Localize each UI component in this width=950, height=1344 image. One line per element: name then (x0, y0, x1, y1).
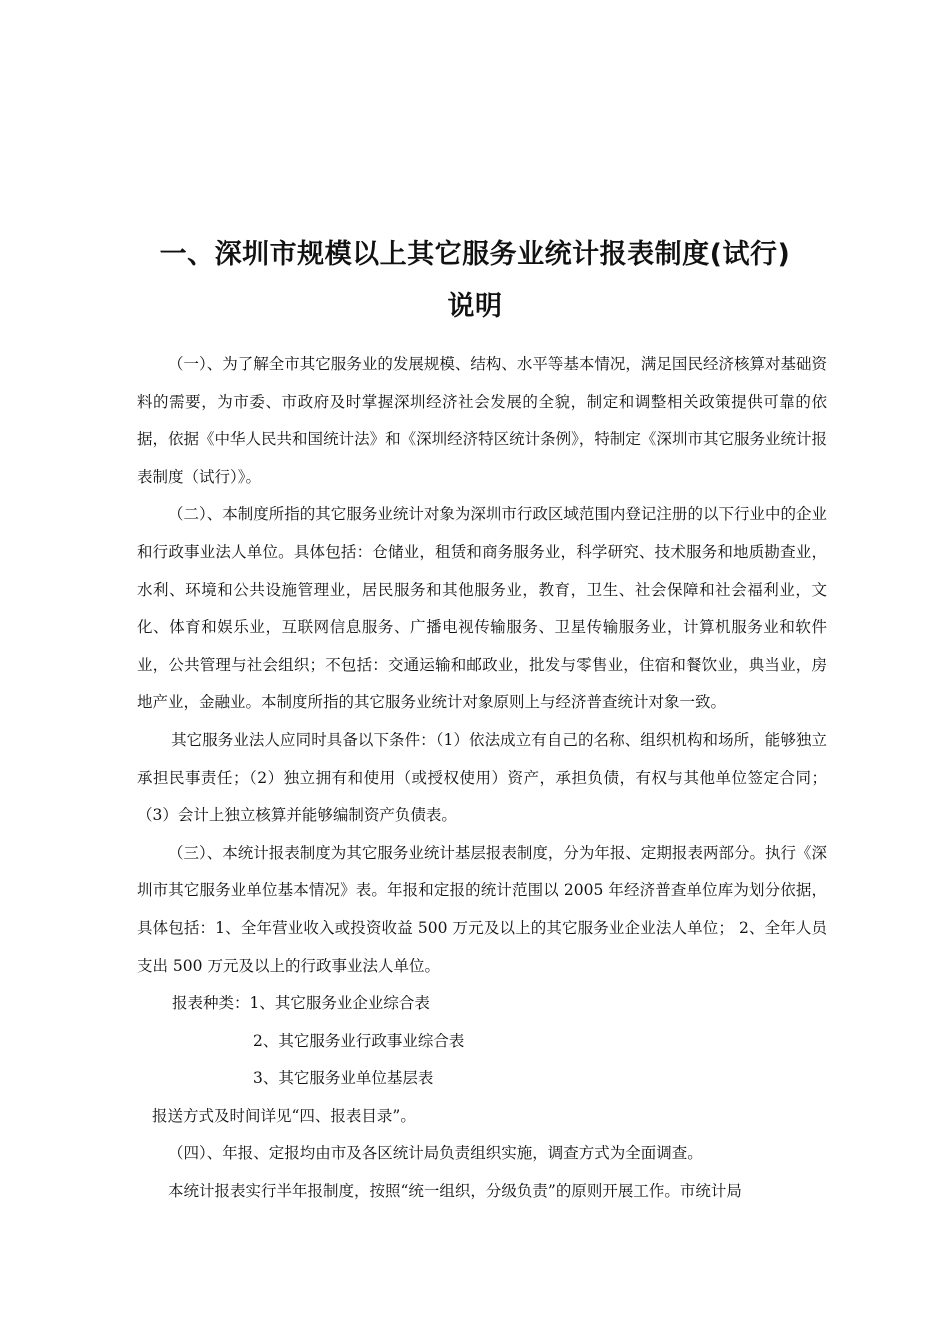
report-type-item-1: 报表种类：1、其它服务业企业综合表 (172, 994, 430, 1013)
document-subtitle: 说明 (447, 291, 503, 322)
report-type-item-2: 2、其它服务业行政事业综合表 (253, 1031, 465, 1050)
document-body (137, 346, 827, 1211)
report-type-item-3: 3、其它服务业单位基层表 (253, 1069, 434, 1088)
paragraph-organization: （四）、年报、定报均由市及各区统计局负责组织实施，调查方式为全面调查。 (168, 1144, 703, 1163)
document-title: 一、深圳市规模以上其它服务业统计报表制度(试行) (159, 239, 791, 270)
paragraph-scope: （二）、本制度所指的其它服务业统计对象为深圳市行政区域范围内登记注册的以下行业中的企业和行政事业法人单位。具体包括：仓储业，租赁和商务服务业，科学研究、技术服务和地质勘查业，水利、环境和公共设施管理业，居民服务和其他服务业，教育，卫生、社会保障和社会福利业，文化、体育和娱乐业，互联网信息服务、广播电视传输服务、卫星传输服务业，计算机服务业和软件业，公共管理与社会组织；不包括：交通运输和邮政业，批发与零售业，住宿和餐饮业，典当业，房地产业，金融业。本制度所指的其它服务业统计对象原则上与经济普查统计对象一致。 (137, 505, 827, 712)
paragraph-purpose: （一）、为了解全市其它服务业的发展规模、结构、水平等基本情况，满足国民经济核算对基础资料的需要，为市委、市政府及时掌握深圳经济社会发展的全貌，制定和调整相关政策提供可靠的依据，依据《中华人民共和国统计法》和《深圳经济特区统计条例》，特制定《深圳市其它服务业统计报表制度（试行）》。 (137, 355, 827, 486)
paragraph-reporting-frequency: 本统计报表实行半年报制度，按照“统一组织，分级负责”的原则开展工作。市统计局 (168, 1182, 742, 1201)
paragraph-conditions: 其它服务业法人应同时具备以下条件：（1）依法成立有自己的名称、组织机构和场所，能够独立承担民事责任；（2）独立拥有和使用（或授权使用）资产，承担负债，有权与其他单位签定合同；（3）会计上独立核算并能够编制资产负债表。 (137, 730, 827, 825)
paragraph-report-system: （三）、本统计报表制度为其它服务业统计基层报表制度，分为年报、定期报表两部分。执行《深圳市其它服务业单位基本情况》表。年报和定报的统计范围以 2005 年经济普查单位库为划分依据，具体包括：1、全年营业收入或投资收益 500 万元及以上的其它服务业企业法人单位； 2、全年人员支出 500 万元及以上的行政事业法人单位。 (137, 843, 827, 975)
submission-note: 报送方式及时间详见“四、报表目录”。 (152, 1106, 416, 1125)
